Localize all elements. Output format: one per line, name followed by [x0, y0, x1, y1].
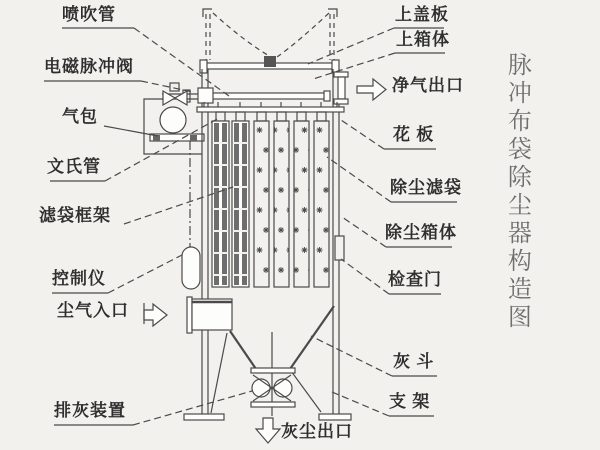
label-venturi-tube: 文氏管 [47, 157, 101, 176]
label-tube-sheet: 花 板 [393, 125, 435, 144]
filter-bags [212, 112, 329, 287]
label-inspection-door: 检查门 [388, 270, 442, 289]
label-bag-cage: 滤袋框架 [39, 206, 111, 225]
label-air-bag: 气包 [62, 107, 98, 126]
diagram-title: 脉冲布袋除尘器构造图 [503, 52, 530, 332]
rotary-valve-shape [251, 332, 295, 416]
bag-speckled [254, 121, 329, 287]
dust-outlet-arrow [256, 418, 280, 443]
label-upper-box-body: 上箱体 [396, 30, 450, 49]
upper-box-body-walls [202, 69, 339, 108]
top-cover-plate [200, 56, 339, 73]
ash-hopper-shape [230, 306, 334, 369]
blow-pipe-shape [198, 88, 330, 103]
label-controller: 控制仪 [52, 269, 106, 288]
tube-sheet-shape [197, 102, 344, 112]
label-dust-box-body: 除尘箱体 [385, 223, 457, 242]
label-dust-filter-bag: 除尘滤袋 [390, 178, 462, 197]
label-ash-hopper: 灰 斗 [393, 352, 435, 371]
clean-air-arrow [357, 79, 386, 100]
dust-inlet-arrow [144, 304, 167, 326]
label-dust-outlet: 灰尘出口 [281, 422, 353, 441]
label-blow-pipe: 喷吹管 [62, 5, 116, 24]
label-clean-air-outlet: 净气出口 [392, 76, 464, 95]
clean-air-outlet-flange [334, 72, 348, 104]
label-top-cover-plate: 上盖板 [395, 5, 449, 24]
label-ash-discharge-device: 排灰装置 [54, 401, 126, 420]
bag-with-cage [212, 121, 249, 287]
inspection-door-shape [335, 236, 344, 260]
inlet-duct-shape [187, 297, 232, 333]
label-dust-gas-inlet: 尘气入口 [57, 301, 129, 320]
controller-shape [182, 247, 200, 289]
air-bag-shape [160, 107, 186, 133]
label-support-frame: 支 架 [389, 392, 431, 411]
label-solenoid-pulse-valve: 电磁脉冲阀 [44, 57, 134, 76]
open-cover-dashed [203, 9, 337, 60]
